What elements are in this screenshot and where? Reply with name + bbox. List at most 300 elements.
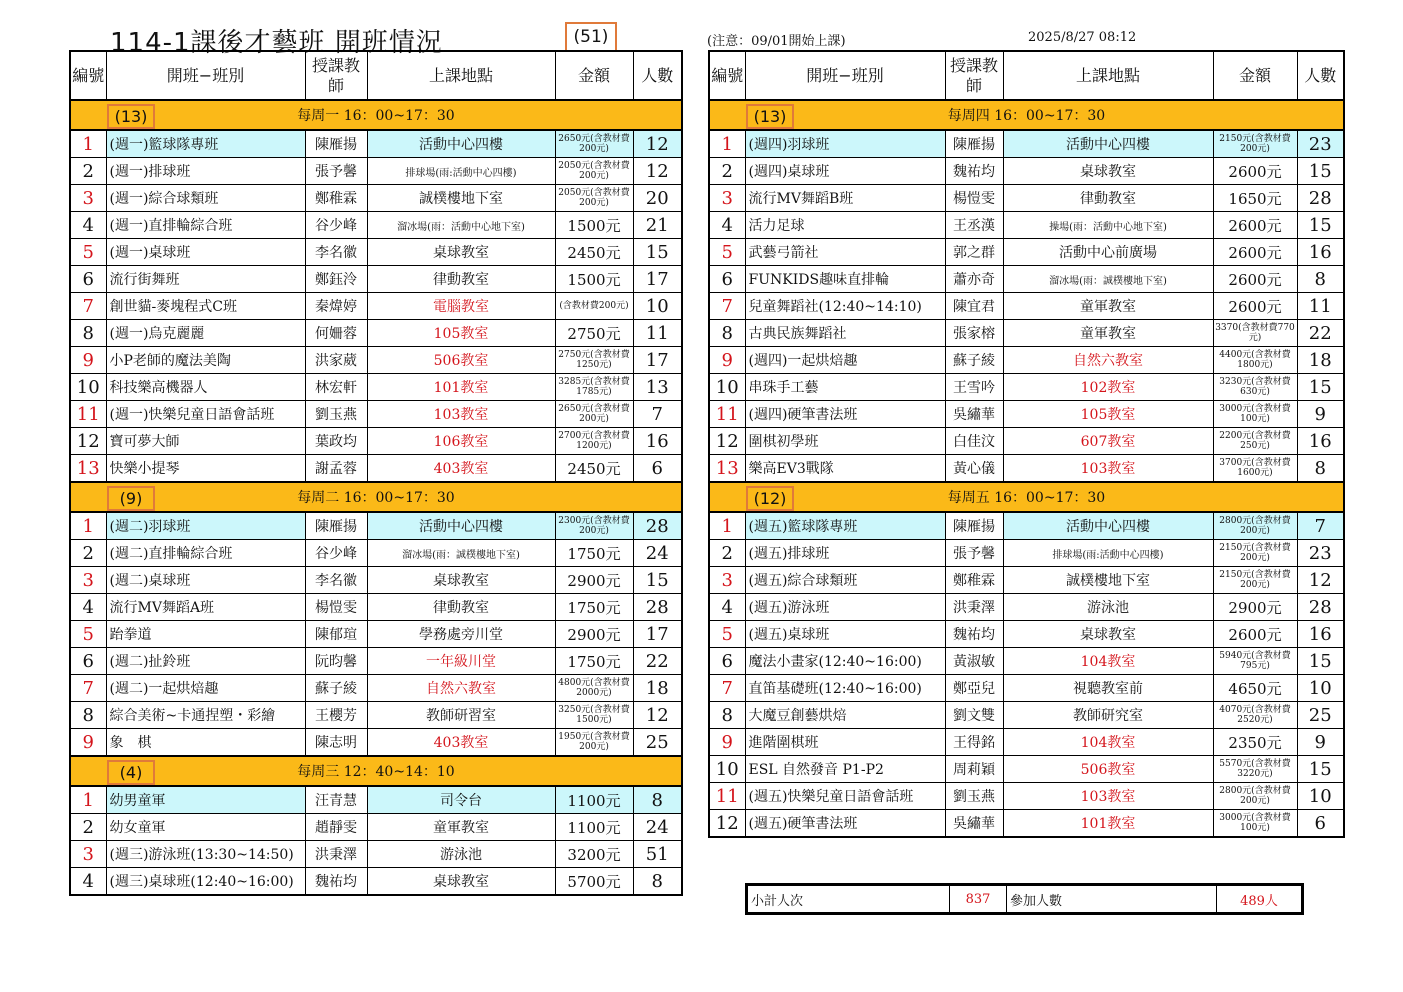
table-row	[709, 293, 1344, 320]
table-row	[709, 594, 1344, 621]
student-count: 21	[633, 212, 682, 239]
class-name: (週四)羽球班	[745, 130, 945, 158]
fee: 1100元	[555, 814, 633, 841]
location: 活動中心四樓	[367, 512, 555, 540]
table-row	[70, 239, 682, 266]
table-row	[70, 868, 682, 896]
table-row	[70, 130, 682, 158]
fee: 2050元(含教材費200元)	[555, 158, 633, 185]
teacher-name: 魏祐均	[945, 158, 1003, 185]
fee: 2600元	[1213, 266, 1297, 293]
header-count: 人數	[1297, 51, 1344, 100]
row-number: 2	[709, 540, 745, 567]
student-count: 8	[633, 868, 682, 896]
header-no: 編號	[709, 51, 745, 100]
row-number: 11	[709, 401, 745, 428]
table-row	[709, 428, 1344, 455]
student-count: 24	[633, 814, 682, 841]
class-name: (週三)桌球班(12:40~16:00)	[106, 868, 305, 896]
location: 溜冰場(雨：誠樸樓地下室)	[367, 540, 555, 567]
location: 桌球教室	[367, 567, 555, 594]
class-name: (週五)快樂兒童日語會話班	[745, 783, 945, 810]
row-number: 7	[70, 293, 106, 320]
group-header	[70, 756, 682, 786]
teacher-name: 楊愷雯	[305, 594, 367, 621]
student-count: 8	[1297, 455, 1344, 483]
student-count: 12	[633, 130, 682, 158]
header-teacher: 授課教師	[945, 51, 1003, 100]
class-name: 綜合美術~卡通捏塑・彩繪	[106, 702, 305, 729]
location: 105教室	[1003, 401, 1213, 428]
row-number: 8	[70, 702, 106, 729]
teacher-name: 陳郁瑄	[305, 621, 367, 648]
class-name: 快樂小提琴	[106, 455, 305, 483]
header-fee: 金額	[1213, 51, 1297, 100]
row-number: 7	[70, 675, 106, 702]
table-row	[70, 567, 682, 594]
location: 活動中心四樓	[1003, 130, 1213, 158]
class-name: (週一)綜合球類班	[106, 185, 305, 212]
location: 102教室	[1003, 374, 1213, 401]
teacher-name: 鄭稚霖	[945, 567, 1003, 594]
row-number: 5	[709, 239, 745, 266]
teacher-name: 鄭鈺泠	[305, 266, 367, 293]
fee: 1950元(含教材費200元)	[555, 729, 633, 757]
class-name: (週一)桌球班	[106, 239, 305, 266]
table-row	[70, 814, 682, 841]
location: 律動教室	[1003, 185, 1213, 212]
row-number: 6	[70, 648, 106, 675]
class-name: 流行MV舞蹈B班	[745, 185, 945, 212]
class-name: 活力足球	[745, 212, 945, 239]
row-number: 2	[709, 158, 745, 185]
group-count-badge: (4)	[107, 760, 155, 785]
row-number: 7	[709, 675, 745, 702]
location: 操場(雨：活動中心地下室)	[1003, 212, 1213, 239]
header-class: 開班−班別	[106, 51, 305, 100]
teacher-name: 趙靜雯	[305, 814, 367, 841]
fee: 3285元(含教材費1785元)	[555, 374, 633, 401]
location: 403教室	[367, 455, 555, 483]
table-row	[70, 320, 682, 347]
location: 排球場(雨:活動中心四樓)	[1003, 540, 1213, 567]
student-count: 23	[1297, 130, 1344, 158]
location: 桌球教室	[1003, 158, 1213, 185]
fee: 2050元(含教材費200元)	[555, 185, 633, 212]
row-number: 1	[70, 786, 106, 814]
location: 溜冰場(雨：誠樸樓地下室)	[1003, 266, 1213, 293]
student-count: 16	[1297, 239, 1344, 266]
location: 101教室	[1003, 810, 1213, 838]
fee: 2750元	[555, 320, 633, 347]
teacher-name: 張予馨	[945, 540, 1003, 567]
student-count: 24	[633, 540, 682, 567]
student-count: 16	[633, 428, 682, 455]
student-count: 25	[1297, 702, 1344, 729]
subtotal-label: 小計人次	[747, 885, 950, 914]
student-count: 15	[633, 567, 682, 594]
participants-value: 489人	[1217, 885, 1303, 914]
teacher-name: 楊愷雯	[945, 185, 1003, 212]
teacher-name: 劉玉燕	[305, 401, 367, 428]
class-name: (週五)桌球班	[745, 621, 945, 648]
student-count: 11	[1297, 293, 1344, 320]
row-number: 4	[70, 212, 106, 239]
teacher-name: 劉文雙	[945, 702, 1003, 729]
table-row	[70, 347, 682, 374]
header-class: 開班−班別	[745, 51, 945, 100]
class-name: (週五)綜合球類班	[745, 567, 945, 594]
class-name: 創世貓-麥塊程式C班	[106, 293, 305, 320]
table-row	[70, 374, 682, 401]
group-time-label: 每周三 12：40~14：10	[297, 764, 455, 780]
fee: 1650元	[1213, 185, 1297, 212]
class-name: 跆拳道	[106, 621, 305, 648]
fee: 4650元	[1213, 675, 1297, 702]
fee: 4400元(含教材費1800元)	[1213, 347, 1297, 374]
class-name: (週一)烏克麗麗	[106, 320, 305, 347]
fee: 1500元	[555, 266, 633, 293]
fee: 3370(含教材費770元)	[1213, 320, 1297, 347]
teacher-name: 洪家葳	[305, 347, 367, 374]
student-count: 16	[1297, 428, 1344, 455]
row-number: 13	[70, 455, 106, 483]
student-count: 22	[1297, 320, 1344, 347]
student-count: 12	[633, 702, 682, 729]
class-name: (週一)直排輪綜合班	[106, 212, 305, 239]
teacher-name: 魏祐均	[945, 621, 1003, 648]
student-count: 15	[1297, 212, 1344, 239]
table-row	[709, 130, 1344, 158]
teacher-name: 吳繡華	[945, 401, 1003, 428]
location: 游泳池	[367, 841, 555, 868]
student-count: 20	[633, 185, 682, 212]
group-header	[70, 100, 682, 130]
row-number: 8	[70, 320, 106, 347]
student-count: 51	[633, 841, 682, 868]
student-count: 17	[633, 621, 682, 648]
class-name: (週二)桌球班	[106, 567, 305, 594]
fee: 1750元	[555, 594, 633, 621]
table-row	[70, 455, 682, 483]
start-date-note: (注意：09/01開始上課)	[707, 34, 846, 49]
row-number: 6	[70, 266, 106, 293]
teacher-name: 陳志明	[305, 729, 367, 757]
student-count: 13	[633, 374, 682, 401]
table-row	[70, 512, 682, 540]
location: 一年級川堂	[367, 648, 555, 675]
location: 104教室	[1003, 729, 1213, 756]
row-number: 1	[709, 130, 745, 158]
table-row	[709, 512, 1344, 540]
table-row	[709, 320, 1344, 347]
location: 桌球教室	[1003, 621, 1213, 648]
location: 活動中心前廣場	[1003, 239, 1213, 266]
student-count: 9	[1297, 401, 1344, 428]
teacher-name: 謝孟蓉	[305, 455, 367, 483]
row-number: 5	[70, 621, 106, 648]
location: 溜冰場(雨：活動中心地下室)	[367, 212, 555, 239]
location: 103教室	[1003, 455, 1213, 483]
table-row	[70, 158, 682, 185]
group-header	[709, 482, 1344, 512]
teacher-name: 王櫻芳	[305, 702, 367, 729]
fee: 2700元(含教材費1200元)	[555, 428, 633, 455]
location: 律動教室	[367, 266, 555, 293]
class-name: (週三)游泳班(13:30~14:50)	[106, 841, 305, 868]
row-number: 6	[709, 648, 745, 675]
fee: 1750元	[555, 540, 633, 567]
fee: 2300元(含教材費200元)	[555, 512, 633, 540]
row-number: 1	[70, 512, 106, 540]
row-number: 1	[70, 130, 106, 158]
table-row	[70, 540, 682, 567]
fee: 3250元(含教材費1500元)	[555, 702, 633, 729]
row-number: 8	[709, 702, 745, 729]
class-name: 武藝弓箭社	[745, 239, 945, 266]
location: 電腦教室	[367, 293, 555, 320]
subtotal-value: 837	[950, 885, 1007, 914]
location: 誠樸樓地下室	[367, 185, 555, 212]
location: 活動中心四樓	[1003, 512, 1213, 540]
class-name: 進階圍棋班	[745, 729, 945, 756]
table-row	[709, 540, 1344, 567]
student-count: 8	[1297, 266, 1344, 293]
row-number: 9	[70, 729, 106, 757]
class-name: (週一)籃球隊專班	[106, 130, 305, 158]
teacher-name: 劉玉燕	[945, 783, 1003, 810]
class-name: 流行MV舞蹈A班	[106, 594, 305, 621]
row-number: 9	[709, 729, 745, 756]
student-count: 15	[1297, 374, 1344, 401]
class-name: (週四)桌球班	[745, 158, 945, 185]
class-name: (週五)硬筆書法班	[745, 810, 945, 838]
teacher-name: 白佳汶	[945, 428, 1003, 455]
fee: 2200元(含教材費250元)	[1213, 428, 1297, 455]
fee: 2650元(含教材費200元)	[555, 401, 633, 428]
location: 視聽教室前	[1003, 675, 1213, 702]
table-row	[70, 594, 682, 621]
class-name: (週四)硬筆書法班	[745, 401, 945, 428]
row-number: 3	[70, 567, 106, 594]
class-name: 兒童舞蹈社(12:40~14:10)	[745, 293, 945, 320]
teacher-name: 何姍蓉	[305, 320, 367, 347]
teacher-name: 王得銘	[945, 729, 1003, 756]
teacher-name: 洪秉澤	[305, 841, 367, 868]
fee: 2150元(含教材費200元)	[1213, 540, 1297, 567]
table-row	[709, 783, 1344, 810]
teacher-name: 郭之群	[945, 239, 1003, 266]
class-name: (週二)直排輪綜合班	[106, 540, 305, 567]
fee: 2750元(含教材費1250元)	[555, 347, 633, 374]
location: 童軍教室	[1003, 320, 1213, 347]
table-row	[709, 401, 1344, 428]
fee: 5940元(含教材費795元)	[1213, 648, 1297, 675]
right-body	[709, 100, 1344, 837]
teacher-name: 汪青慧	[305, 786, 367, 814]
table-row	[709, 347, 1344, 374]
location: 自然六教室	[1003, 347, 1213, 374]
location: 506教室	[367, 347, 555, 374]
table-row	[709, 266, 1344, 293]
fee: 4070元(含教材費2520元)	[1213, 702, 1297, 729]
header-location: 上課地點	[367, 51, 555, 100]
row-number: 1	[709, 512, 745, 540]
table-row	[709, 158, 1344, 185]
class-name: 幼女童軍	[106, 814, 305, 841]
fee: 2600元	[1213, 158, 1297, 185]
teacher-name: 張予馨	[305, 158, 367, 185]
location: 101教室	[367, 374, 555, 401]
group-time-label: 每周四 16：00~17：30	[947, 108, 1106, 124]
row-number: 8	[709, 320, 745, 347]
fee: 2600元	[1213, 239, 1297, 266]
class-name: (週二)扯鈴班	[106, 648, 305, 675]
class-name: (週一)排球班	[106, 158, 305, 185]
fee: 2450元	[555, 455, 633, 483]
teacher-name: 秦煒婷	[305, 293, 367, 320]
fee: 5700元	[555, 868, 633, 896]
fee: 3200元	[555, 841, 633, 868]
group-time-label: 每周一 16：00~17：30	[297, 108, 455, 124]
table-row	[709, 374, 1344, 401]
group-count-badge: (13)	[746, 104, 794, 129]
teacher-name: 吳繡華	[945, 810, 1003, 838]
fee: 1100元	[555, 786, 633, 814]
fee: 1500元	[555, 212, 633, 239]
location: 桌球教室	[367, 239, 555, 266]
fee: 2150元(含教材費200元)	[1213, 130, 1297, 158]
class-name: 圍棋初學班	[745, 428, 945, 455]
class-name: 古典民族舞蹈社	[745, 320, 945, 347]
row-number: 3	[709, 567, 745, 594]
teacher-name: 陳雁揚	[945, 130, 1003, 158]
timestamp: 2025/8/27 08:12	[1028, 30, 1137, 45]
row-number: 12	[709, 428, 745, 455]
header-teacher: 授課教師	[305, 51, 367, 100]
fee: 1750元	[555, 648, 633, 675]
fee: 2600元	[1213, 293, 1297, 320]
class-name: (週二)一起烘焙趣	[106, 675, 305, 702]
fee: 2450元	[555, 239, 633, 266]
location: 活動中心四樓	[367, 130, 555, 158]
table-row	[70, 786, 682, 814]
table-row	[709, 621, 1344, 648]
class-name: 直笛基礎班(12:40~16:00)	[745, 675, 945, 702]
student-count: 15	[1297, 158, 1344, 185]
student-count: 15	[1297, 756, 1344, 783]
location: 游泳池	[1003, 594, 1213, 621]
location: 106教室	[367, 428, 555, 455]
student-count: 28	[1297, 185, 1344, 212]
class-name: (週四)一起烘焙趣	[745, 347, 945, 374]
table-row	[709, 702, 1344, 729]
teacher-name: 張家榕	[945, 320, 1003, 347]
teacher-name: 李名徽	[305, 567, 367, 594]
location: 桌球教室	[367, 868, 555, 896]
teacher-name: 谷少峰	[305, 212, 367, 239]
row-number: 4	[70, 868, 106, 896]
teacher-name: 黃淑敏	[945, 648, 1003, 675]
group-header	[709, 100, 1344, 130]
fee: 2350元	[1213, 729, 1297, 756]
location: 律動教室	[367, 594, 555, 621]
fee: 2150元(含教材費200元)	[1213, 567, 1297, 594]
fee: 3000元(含教材費100元)	[1213, 810, 1297, 838]
fee: (含教材費200元)	[555, 293, 633, 320]
class-name: 科技樂高機器人	[106, 374, 305, 401]
row-number: 6	[709, 266, 745, 293]
student-count: 12	[633, 158, 682, 185]
class-name: (週五)游泳班	[745, 594, 945, 621]
table-row	[70, 729, 682, 757]
participants-label: 參加人數	[1007, 885, 1217, 914]
teacher-name: 谷少峰	[305, 540, 367, 567]
teacher-name: 陳雁揚	[305, 130, 367, 158]
location: 童軍教室	[1003, 293, 1213, 320]
header-fee: 金額	[555, 51, 633, 100]
location: 教師研究室	[1003, 702, 1213, 729]
fee: 4800元(含教材費2000元)	[555, 675, 633, 702]
class-name: (週一)快樂兒童日語會話班	[106, 401, 305, 428]
group-count-badge: (9)	[107, 486, 155, 511]
row-number: 7	[709, 293, 745, 320]
location: 排球場(雨:活動中心四樓)	[367, 158, 555, 185]
location: 學務處旁川堂	[367, 621, 555, 648]
student-count: 8	[633, 786, 682, 814]
location: 103教室	[1003, 783, 1213, 810]
teacher-name: 鄭亞兒	[945, 675, 1003, 702]
location: 童軍教室	[367, 814, 555, 841]
fee: 3230元(含教材費630元)	[1213, 374, 1297, 401]
location: 教師研習室	[367, 702, 555, 729]
header-location: 上課地點	[1003, 51, 1213, 100]
table-row	[70, 702, 682, 729]
location: 105教室	[367, 320, 555, 347]
group-time-label: 每周二 16：00~17：30	[297, 490, 455, 506]
student-count: 10	[1297, 675, 1344, 702]
class-name: 幼男童軍	[106, 786, 305, 814]
row-number: 3	[709, 185, 745, 212]
table-row	[70, 212, 682, 239]
student-count: 17	[633, 347, 682, 374]
table-row	[70, 266, 682, 293]
table-row	[709, 239, 1344, 266]
fee: 5570元(含教材費3220元)	[1213, 756, 1297, 783]
location: 607教室	[1003, 428, 1213, 455]
location: 104教室	[1003, 648, 1213, 675]
location: 103教室	[367, 401, 555, 428]
table-row	[709, 185, 1344, 212]
left-body	[70, 100, 682, 895]
student-count: 25	[633, 729, 682, 757]
class-table-right	[708, 50, 1345, 838]
location: 誠樸樓地下室	[1003, 567, 1213, 594]
location: 司令台	[367, 786, 555, 814]
student-count: 11	[633, 320, 682, 347]
class-name: 串珠手工藝	[745, 374, 945, 401]
class-name: 象 棋	[106, 729, 305, 757]
student-count: 18	[1297, 347, 1344, 374]
student-count: 15	[1297, 648, 1344, 675]
student-count: 18	[633, 675, 682, 702]
row-number: 4	[709, 594, 745, 621]
fee: 2900元	[555, 621, 633, 648]
class-name: 樂高EV3戰隊	[745, 455, 945, 483]
fee: 2800元(含教材費200元)	[1213, 512, 1297, 540]
fee: 2600元	[1213, 212, 1297, 239]
table-row	[70, 675, 682, 702]
